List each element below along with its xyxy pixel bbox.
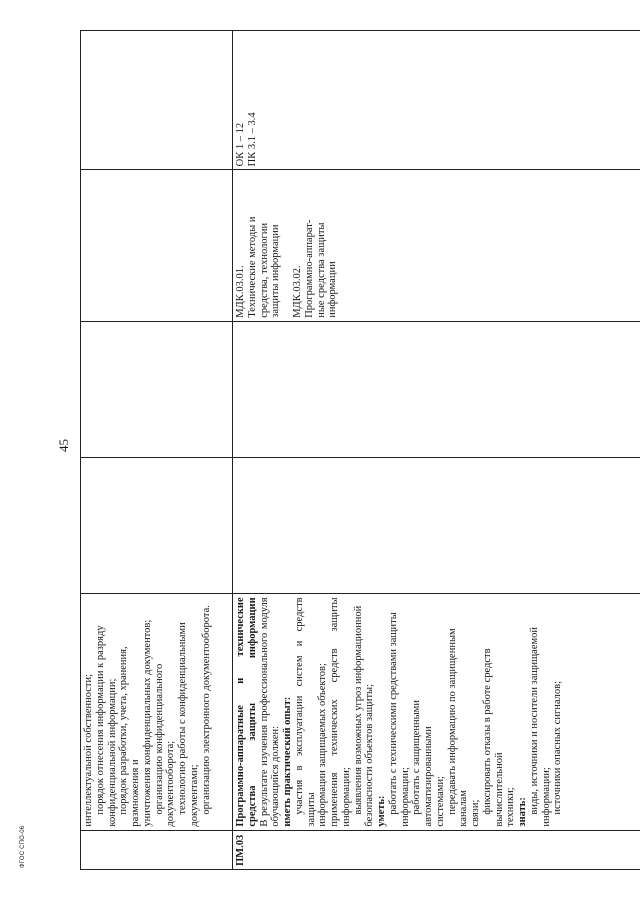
intro-line: В результате изучения профессионального модуля: [258, 597, 270, 827]
knowledge-line: информации;: [540, 767, 552, 827]
competency-line: ОК 1 – 12: [235, 122, 246, 167]
table-row: [81, 31, 233, 870]
practice-heading: иметь практический опыт:: [282, 696, 293, 827]
skills-line: передавать информацию по защищенным каналам: [446, 628, 470, 827]
cell-mdk: [233, 170, 640, 321]
skills-line: информации;: [399, 767, 411, 827]
cell-competencies: [81, 31, 233, 170]
knowledge-line: виды, источники и носители защищаемой: [528, 627, 540, 815]
knowledge-line: источники опасных сигналов;: [552, 680, 564, 815]
mdk-title-line: средства, технологии: [258, 222, 270, 318]
cell-hours-1: [233, 458, 640, 594]
practice-line: выявления возможных угроз информационной: [352, 605, 364, 815]
content-line: технологию работы с конфиденциальными: [177, 622, 188, 815]
mdk-title-line: Технические методы и: [246, 216, 258, 318]
skills-heading: уметь:: [376, 795, 387, 827]
practice-line: безопасности объектов защиты;: [364, 683, 376, 827]
knowledge-heading: знать:: [517, 797, 528, 827]
content-line: порядок разработки, учета, хранения, размножения и: [118, 646, 141, 827]
content-line: организацию электронного документооборота.: [200, 605, 212, 815]
skills-line: работать с техническими средствами защиты: [387, 612, 399, 815]
mdk-title-line: защиты информации: [270, 224, 282, 318]
competency-line: ПК 3.1 – 3.4: [246, 112, 258, 167]
content-line: документооборота;: [165, 740, 177, 827]
practice-line: применения технических средств защиты: [329, 597, 340, 827]
module-title: Программно-аппаратные и технические средства защиты информации: [235, 597, 258, 827]
content-line: конфиденциальной информации;: [106, 678, 118, 827]
mdk-code: МДК.03.02.: [292, 265, 303, 318]
skills-line: техники;: [505, 787, 517, 827]
skills-line: работать с защищенными автоматизированными: [411, 700, 434, 827]
mdk-title-line: информации: [327, 261, 339, 318]
skills-line: связи;: [470, 799, 481, 827]
cell-mdk: [81, 170, 233, 321]
cell-hours-1: [81, 458, 233, 594]
content-line: уничтожения конфиденциальных документов;: [141, 619, 153, 827]
practice-line: участия в эксплуатации систем и средств защиты: [293, 597, 317, 827]
content-line: порядок отнесения информации к разряду: [94, 625, 106, 815]
cell-content: [233, 594, 640, 830]
cell-hours-2: [81, 321, 233, 457]
practice-line: информации;: [340, 767, 352, 827]
footer-standard-label: ФГОС СПО-06: [20, 825, 26, 868]
module-code: ПМ.03: [233, 830, 640, 869]
content-line: документами;: [188, 764, 200, 827]
cell-competencies: [233, 31, 640, 170]
content-line: интеллектуальной собственности;: [83, 673, 94, 827]
table-row: [233, 31, 640, 870]
cell-hours-2: [233, 321, 640, 457]
curriculum-table: [80, 30, 640, 870]
page-number: 45: [56, 439, 71, 452]
skills-line: фиксировать отказы в работе средств вычислительной: [481, 648, 505, 827]
cell-code: [81, 830, 233, 869]
cell-content: [81, 594, 233, 830]
mdk-title-line: ные средства защиты: [315, 222, 327, 318]
intro-line: обучающийся должен:: [270, 725, 282, 827]
rotated-table-container: [80, 30, 600, 870]
mdk-title-line: Программно-аппарат-: [303, 219, 315, 318]
mdk-code: МДК.03.01.: [235, 265, 246, 318]
content-line: организацию конфиденциального: [153, 663, 165, 815]
practice-line: информации защищаемых объектов;: [317, 663, 329, 827]
skills-line: системами;: [434, 776, 446, 827]
